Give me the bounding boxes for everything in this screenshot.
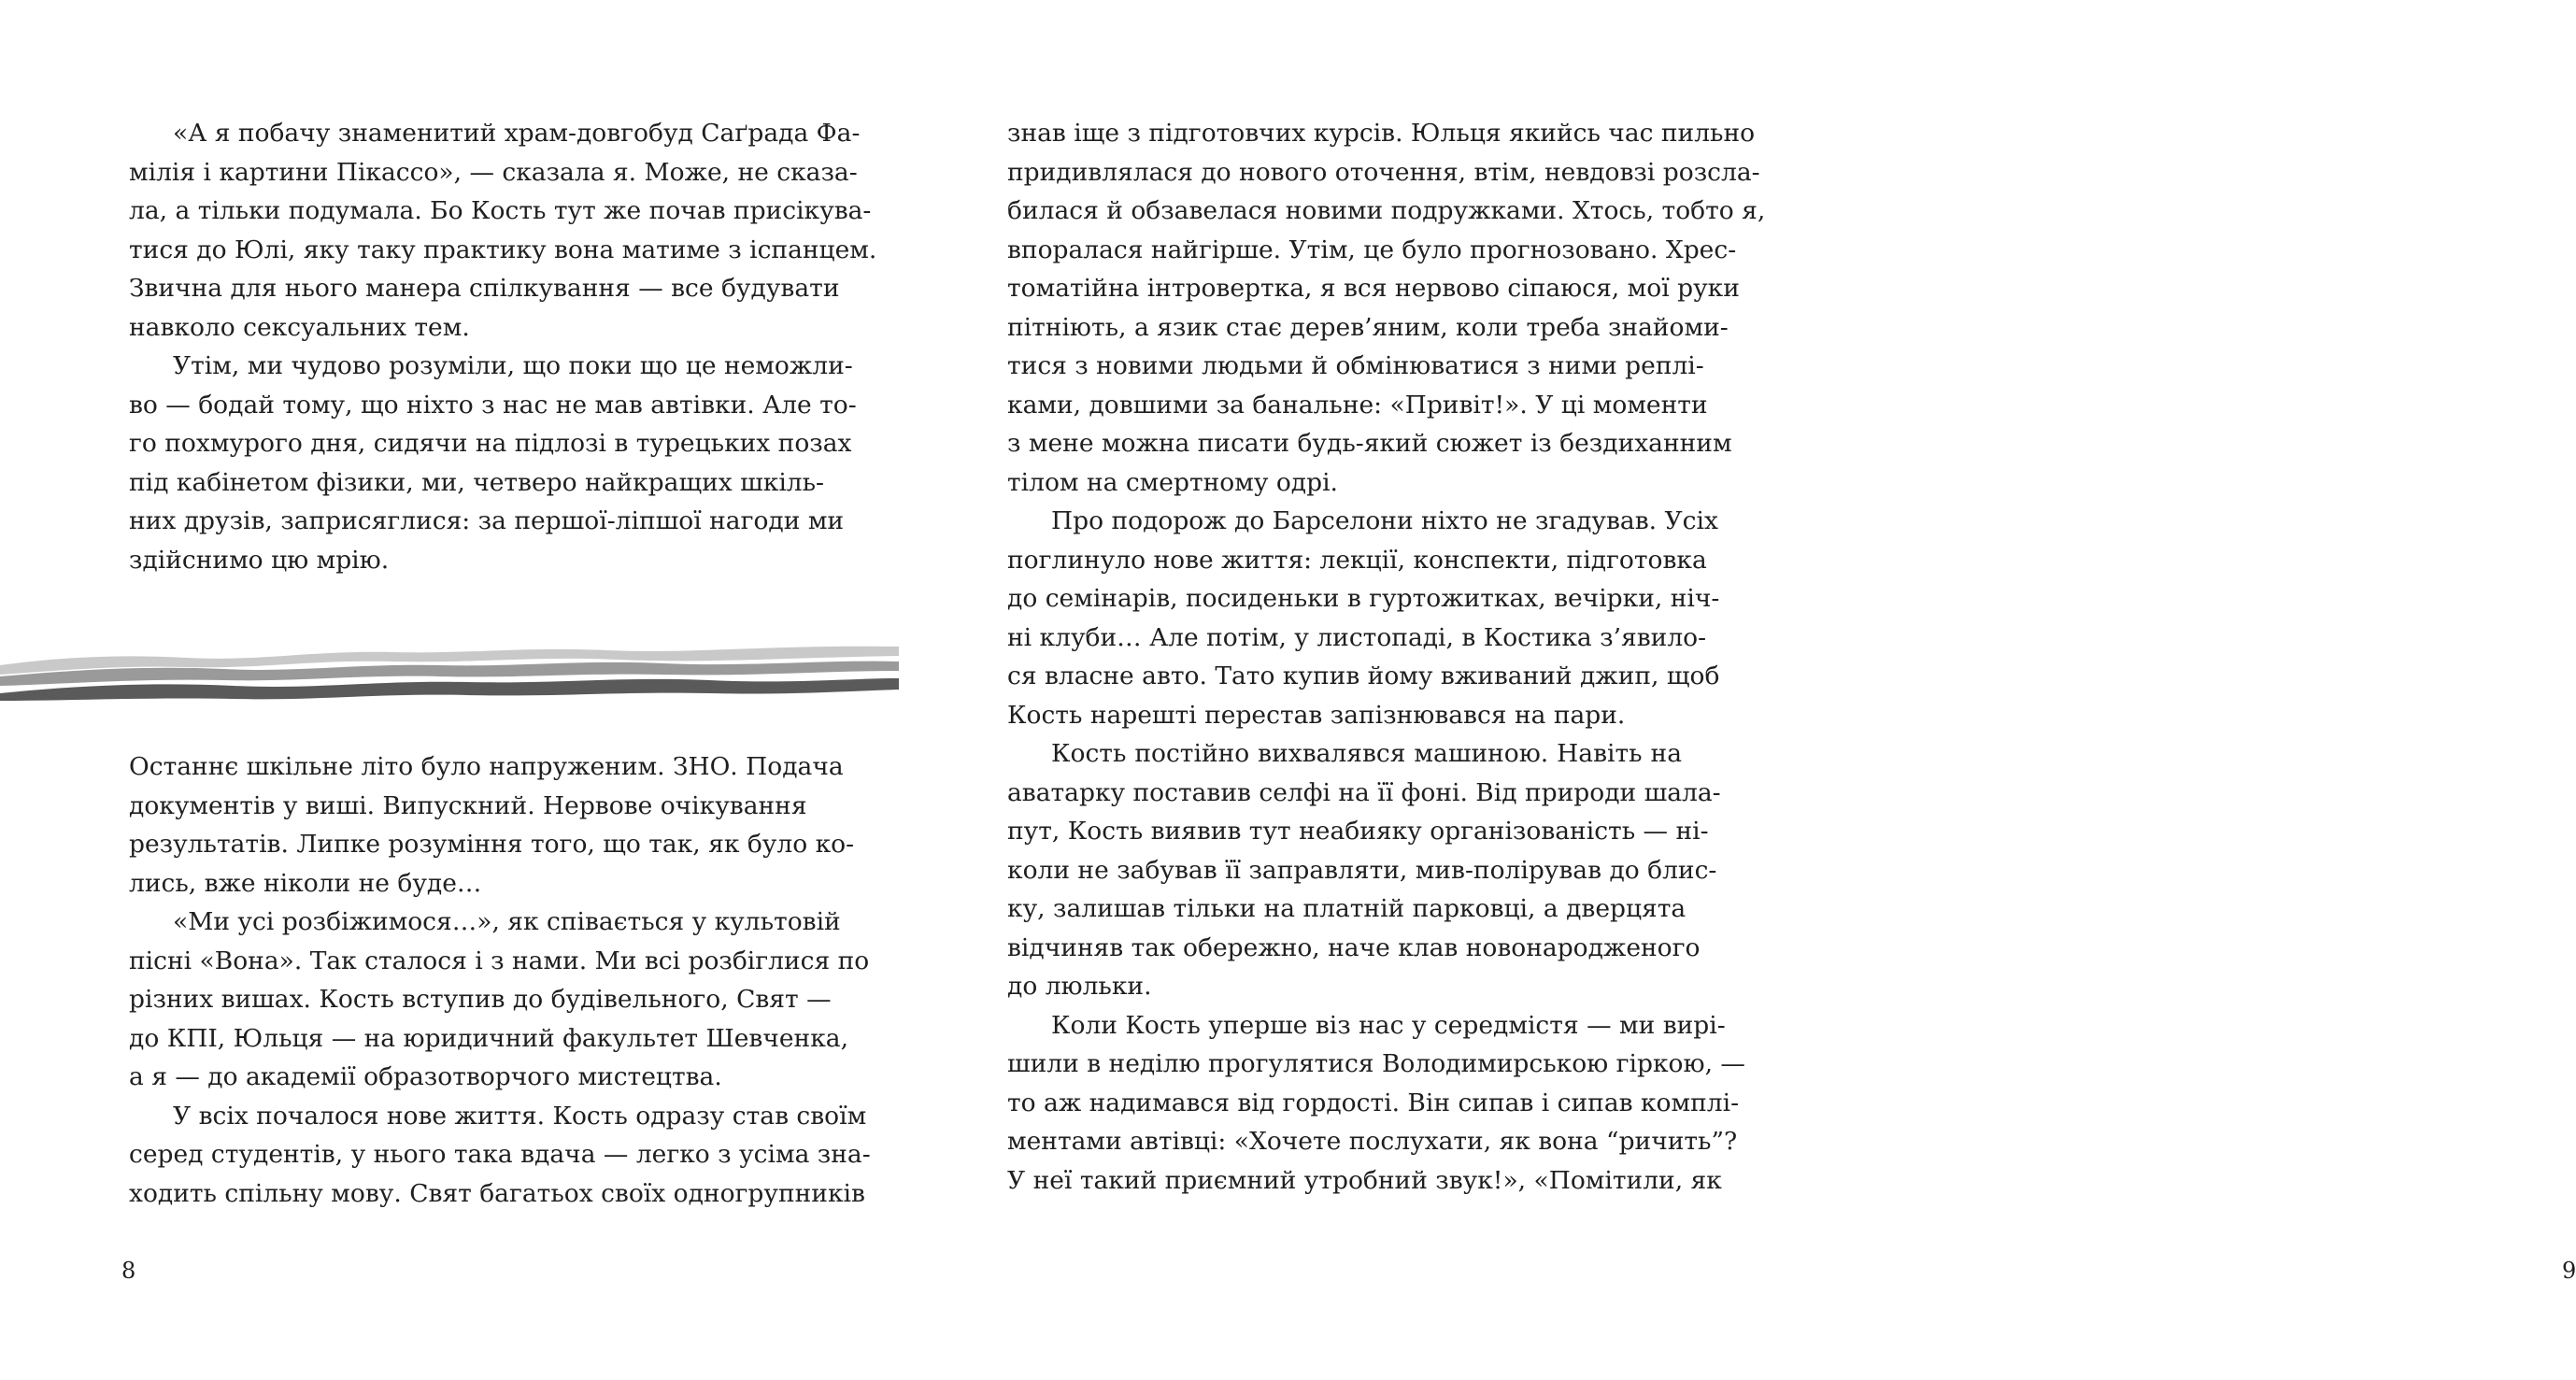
- left-bottom-text: [129, 747, 871, 1213]
- text-line: пісні «Вона». Так сталося і з нами. Ми всі розбіглися по: [129, 946, 870, 975]
- text-line: ку, залишав тільки на платній парковці, а дверцята: [1007, 894, 1686, 923]
- text-line: під кабінетом фізики, ми, четверо найкращих шкіль-: [129, 467, 825, 497]
- text-line: пітніють, а язик стає дерев’яним, коли треба знайоми-: [1007, 312, 1729, 342]
- text-line: до люльки.: [1007, 972, 1152, 1001]
- text-line: серед студентів, у нього така вдача — легко з усіма зна-: [129, 1140, 871, 1169]
- text-line: Кость нарешті перестав запізнювався на пари.: [1007, 700, 1626, 730]
- paragraph: [129, 747, 855, 903]
- text-line: документів у виші. Випускний. Нервове очікування: [129, 790, 807, 820]
- text-line: го похмурого дня, сидячи на підлозі в турецьких позах: [129, 429, 852, 458]
- paragraph: [129, 1097, 871, 1214]
- paragraph: [1007, 502, 1720, 734]
- text-line: них друзів, заприсяглися: за першої-ліпшої нагоди ми: [129, 506, 845, 535]
- text-line: ні клуби… Але потім, у листопаді, в Костика з’явило-: [1007, 622, 1707, 652]
- text-line: У всіх почалося нове життя. Кость одразу став своїм: [173, 1101, 867, 1131]
- text-line: ками, довшими за банальне: «Привіт!». У ці моменти: [1007, 390, 1708, 420]
- left-page: [0, 0, 897, 1380]
- text-line: У неї такий приємний утробний звук!», «Помітили, як: [1007, 1165, 1722, 1195]
- text-line: з мене можна писати будь-який сюжет із бездиханним: [1007, 429, 1732, 458]
- paragraph: [129, 347, 857, 579]
- text-line: результатів. Липке розуміння того, що так, як було ко-: [129, 830, 855, 859]
- text-line: ся власне авто. Тато купив йому вживаний джип, щоб: [1007, 662, 1720, 690]
- paragraph: [1007, 1006, 1745, 1201]
- text-line: тися до Юлі, яку таку практику вона матиме з іспанцем.: [129, 235, 877, 264]
- text-line: здійснимо цю мрію.: [129, 545, 390, 575]
- text-line: пут, Кость виявив тут неабияку організованість — ні-: [1007, 817, 1709, 846]
- text-line: коли не забував її заправляти, мив-полірував до блис-: [1007, 855, 1717, 885]
- text-line: впоралася найгірше. Утім, це було прогнозовано. Хрес-: [1007, 235, 1737, 264]
- text-line: Про подорож до Барселони ніхто не згадував. Усіх: [1051, 506, 1718, 535]
- paragraph: [129, 903, 870, 1097]
- text-line: навколо сексуальних тем.: [129, 312, 470, 342]
- text-line: до семінарів, посиденьки в гуртожитках, вечірки, ніч-: [1007, 584, 1720, 613]
- text-line: відчиняв так обережно, наче клав новонародженого: [1007, 932, 1701, 962]
- text-line: до КПІ, Юльця — на юридичний факультет Шевченка,: [129, 1023, 848, 1053]
- text-line: то аж надимався від гордості. Він сипав і сипав комплі-: [1007, 1088, 1740, 1117]
- right-main-text: [1007, 114, 1766, 1200]
- left-top-text: [129, 114, 877, 579]
- text-line: аватарку поставив селфі на її фоні. Від природи шала-: [1007, 777, 1721, 807]
- text-line: лись, вже ніколи не буде…: [129, 868, 482, 898]
- text-line: «Ми усі розбіжимося…», як співається у культовій: [173, 907, 841, 936]
- text-line: Кость постійно вихвалявся машиною. Навіть на: [1051, 739, 1682, 768]
- text-line: різних вишах. Кость вступив до будівельного, Свят —: [129, 985, 832, 1014]
- text-line: томатійна інтровертка, я вся нервово сіпаюся, мої руки: [1007, 274, 1740, 303]
- text-line: а я — до академії образотворчого мистецтва.: [129, 1062, 722, 1091]
- text-line: ла, а тільки подумала. Бо Кость тут же почав присікува-: [129, 196, 872, 225]
- paragraph: [1007, 734, 1721, 1006]
- text-line: ментами автівці: «Хочете послухати, як вона “ричить”?: [1007, 1127, 1738, 1156]
- text-line: тися з новими людьми й обмінюватися з ними реплі-: [1007, 351, 1704, 380]
- wave-divider-illustration: [0, 637, 899, 701]
- page-number-left: 8: [121, 1258, 136, 1284]
- page-number-right: 9: [2562, 1258, 2576, 1284]
- text-line: «А я побачу знаменитий храм-довгобуд Саґрада Фа-: [173, 119, 861, 148]
- text-line: ходить спільну мову. Свят багатьох своїх одногрупників: [129, 1178, 865, 1208]
- paragraph: [1007, 114, 1766, 502]
- text-line: тілом на смертному одрі.: [1007, 467, 1338, 497]
- wave-band-dark: [0, 678, 899, 701]
- text-line: Коли Кость уперше віз нас у середмістя — ми вирі-: [1051, 1010, 1726, 1040]
- text-line: придивлялася до нового оточення, втім, невдовзі розсла-: [1007, 157, 1760, 187]
- text-line: шили в неділю прогулятися Володимирською гіркою, —: [1007, 1049, 1745, 1078]
- text-line: билася й обзавелася новими подружками. Хтось, тобто я,: [1007, 196, 1766, 225]
- text-line: Утім, ми чудово розуміли, що поки що це неможли-: [173, 351, 853, 380]
- text-line: Останнє шкільне літо було напруженим. ЗНО. Подача: [129, 752, 844, 781]
- text-line: мілія і картини Пікассо», — сказала я. Може, не сказа-: [129, 157, 858, 187]
- paragraph: [129, 114, 877, 347]
- text-line: знав іще з підготовчих курсів. Юльця якийсь час пильно: [1007, 119, 1756, 148]
- text-line: Звична для нього манера спілкування — все будувати: [129, 274, 840, 303]
- text-line: во — бодай тому, що ніхто з нас не мав автівки. Але то-: [129, 390, 857, 420]
- text-line: поглинуло нове життя: лекції, конспекти, підготовка: [1007, 545, 1707, 575]
- right-page: [897, 0, 2576, 1380]
